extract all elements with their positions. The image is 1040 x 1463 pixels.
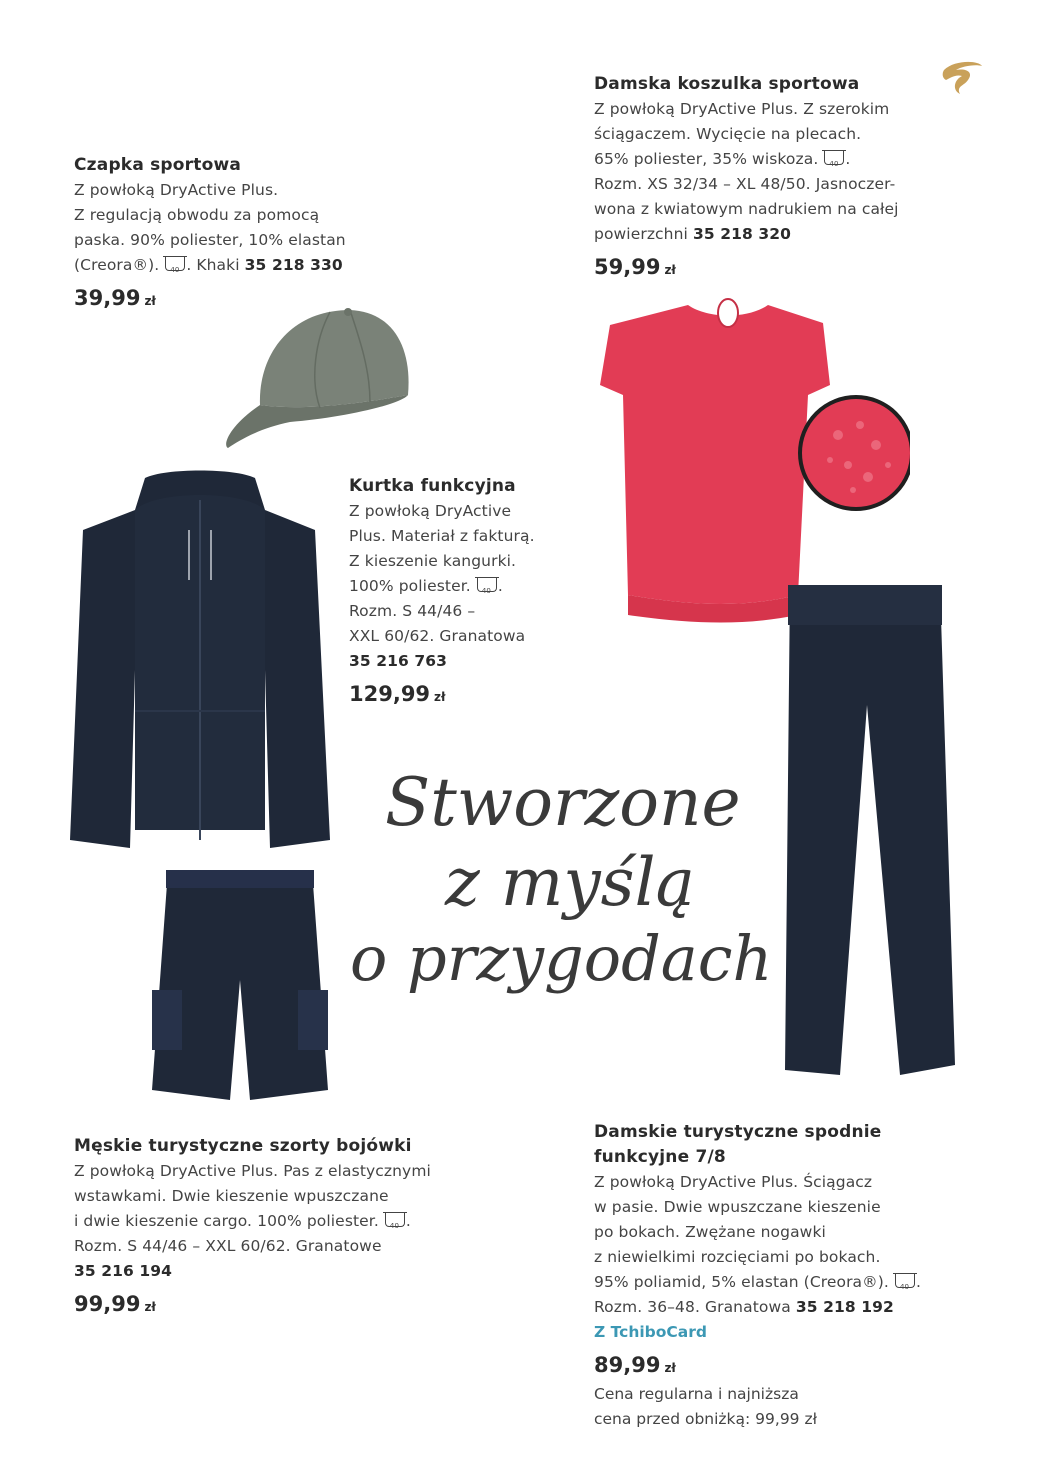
article-number: 35 218 320 (692, 225, 792, 243)
desc-line (74, 253, 346, 278)
desc-line: Rozm. S 44/46 – (349, 602, 476, 620)
desc-line: paska. 90% poliester, 10% elastan (74, 231, 346, 249)
product-cap (74, 153, 346, 315)
desc-text: . (845, 150, 851, 168)
wash-40-icon (477, 577, 497, 592)
product-description (74, 178, 346, 278)
product-jacket (349, 474, 535, 711)
desc-line: Rozm. XS 32/34 – XL 48/50. Jasnoczer- (594, 175, 896, 193)
product-title: Damska koszulka sportowa (594, 74, 860, 94)
product-shirt (594, 72, 899, 284)
price-value: 59,99 (594, 255, 661, 279)
product-title: Czapka sportowa (74, 155, 242, 175)
desc-line: Z powłoką DryActive Plus. Ściągacz (594, 1173, 873, 1191)
article-number: 35 218 192 (795, 1298, 894, 1316)
price-note (594, 1382, 921, 1432)
product-title: Kurtka funkcyjna (349, 476, 516, 496)
title-line: funkcyjne 7/8 (594, 1147, 726, 1167)
price-value: 39,99 (74, 286, 141, 310)
desc-line: XXL 60/62. Granatowa (349, 627, 526, 645)
desc-text: powierzchni (594, 225, 688, 243)
wash-40-icon (165, 256, 185, 271)
desc-text: Rozm. 36–48. Granatowa (594, 1298, 791, 1316)
desc-line: w pasie. Dwie wpuszczane kieszenie (594, 1198, 881, 1216)
desc-line: z niewielkimi rozcięciami po bokach. (594, 1248, 881, 1266)
desc-line (594, 147, 899, 172)
currency: zł (434, 690, 446, 704)
desc-text: . (405, 1212, 411, 1230)
desc-line (349, 649, 535, 674)
wash-40-icon (385, 1212, 405, 1227)
cap-image (220, 300, 420, 455)
desc-text: . Khaki (186, 256, 240, 274)
desc-line (594, 1270, 921, 1295)
jacket-image (65, 470, 335, 850)
desc-line: Plus. Materiał z fakturą. (349, 527, 535, 545)
desc-line: po bokach. Zwężane nogawki (594, 1223, 826, 1241)
currency: zł (664, 263, 676, 277)
slogan-line-1: Stworzone (385, 764, 741, 841)
desc-text: 100% poliester. (349, 577, 471, 595)
desc-line: Z kieszenie kangurki. (349, 552, 517, 570)
desc-line (349, 574, 535, 599)
tchibo-logo-icon (938, 56, 988, 102)
price (74, 1290, 431, 1321)
desc-line (74, 1259, 431, 1284)
price-value: 99,99 (74, 1292, 141, 1316)
wash-40-icon (895, 1273, 915, 1288)
product-shorts (74, 1134, 431, 1321)
tchibocard-label: Z TchiboCard (594, 1323, 708, 1341)
desc-line: wona z kwiatowym nadrukiem na całej (594, 200, 899, 218)
price (594, 253, 899, 284)
article-number: 35 216 194 (74, 1262, 173, 1280)
desc-line: Z powłoką DryActive Plus. Pas z elastycznymi (74, 1162, 431, 1180)
currency: zł (144, 1300, 156, 1314)
note-line: Cena regularna i najniższa (594, 1385, 799, 1403)
desc-text: i dwie kieszenie cargo. 100% poliester. (74, 1212, 379, 1230)
product-description (594, 97, 899, 247)
desc-line (594, 1295, 921, 1320)
slogan (340, 755, 770, 1005)
price (594, 1351, 921, 1382)
slogan-line-2: z myślą (445, 844, 695, 921)
desc-line: wstawkami. Dwie kieszenie wpuszczane (74, 1187, 389, 1205)
desc-line: Z powłoką DryActive Plus. (74, 181, 279, 199)
note-line: cena przed obniżką: 99,99 zł (594, 1410, 818, 1428)
desc-line: Rozm. S 44/46 – XXL 60/62. Granatowe (74, 1237, 382, 1255)
desc-text: (Creora®). (74, 256, 160, 274)
slogan-line-3: o przygodach (350, 922, 770, 995)
price-value: 89,99 (594, 1353, 661, 1377)
desc-text: . (497, 577, 503, 595)
price-value: 129,99 (349, 682, 431, 706)
currency: zł (144, 294, 156, 308)
price (349, 680, 535, 711)
product-description (74, 1159, 431, 1284)
desc-line: Z regulacją obwodu za pomocą (74, 206, 320, 224)
shorts-image (150, 870, 330, 1105)
desc-line: Z powłoką DryActive (349, 502, 512, 520)
product-title (594, 1120, 921, 1170)
title-line: Damskie turystyczne spodnie (594, 1122, 882, 1142)
desc-line: Z powłoką DryActive Plus. Z szerokim (594, 100, 890, 118)
article-number: 35 218 330 (244, 256, 343, 274)
desc-line (74, 1209, 431, 1234)
desc-line: ściągaczem. Wycięcie na plecach. (594, 125, 862, 143)
wash-40-icon (824, 150, 844, 165)
product-title: Męskie turystyczne szorty bojówki (74, 1136, 412, 1156)
shirt-image (598, 295, 910, 625)
product-description (349, 499, 535, 674)
article-number: 35 216 763 (349, 652, 448, 670)
product-description (594, 1170, 921, 1320)
pants-image (770, 585, 960, 1085)
desc-text: 95% poliamid, 5% elastan (Creora®). (594, 1273, 889, 1291)
desc-line (594, 222, 899, 247)
desc-text: . (915, 1273, 921, 1291)
product-pants (594, 1120, 921, 1432)
desc-text: 65% poliester, 35% wiskoza. (594, 150, 819, 168)
currency: zł (664, 1361, 676, 1375)
